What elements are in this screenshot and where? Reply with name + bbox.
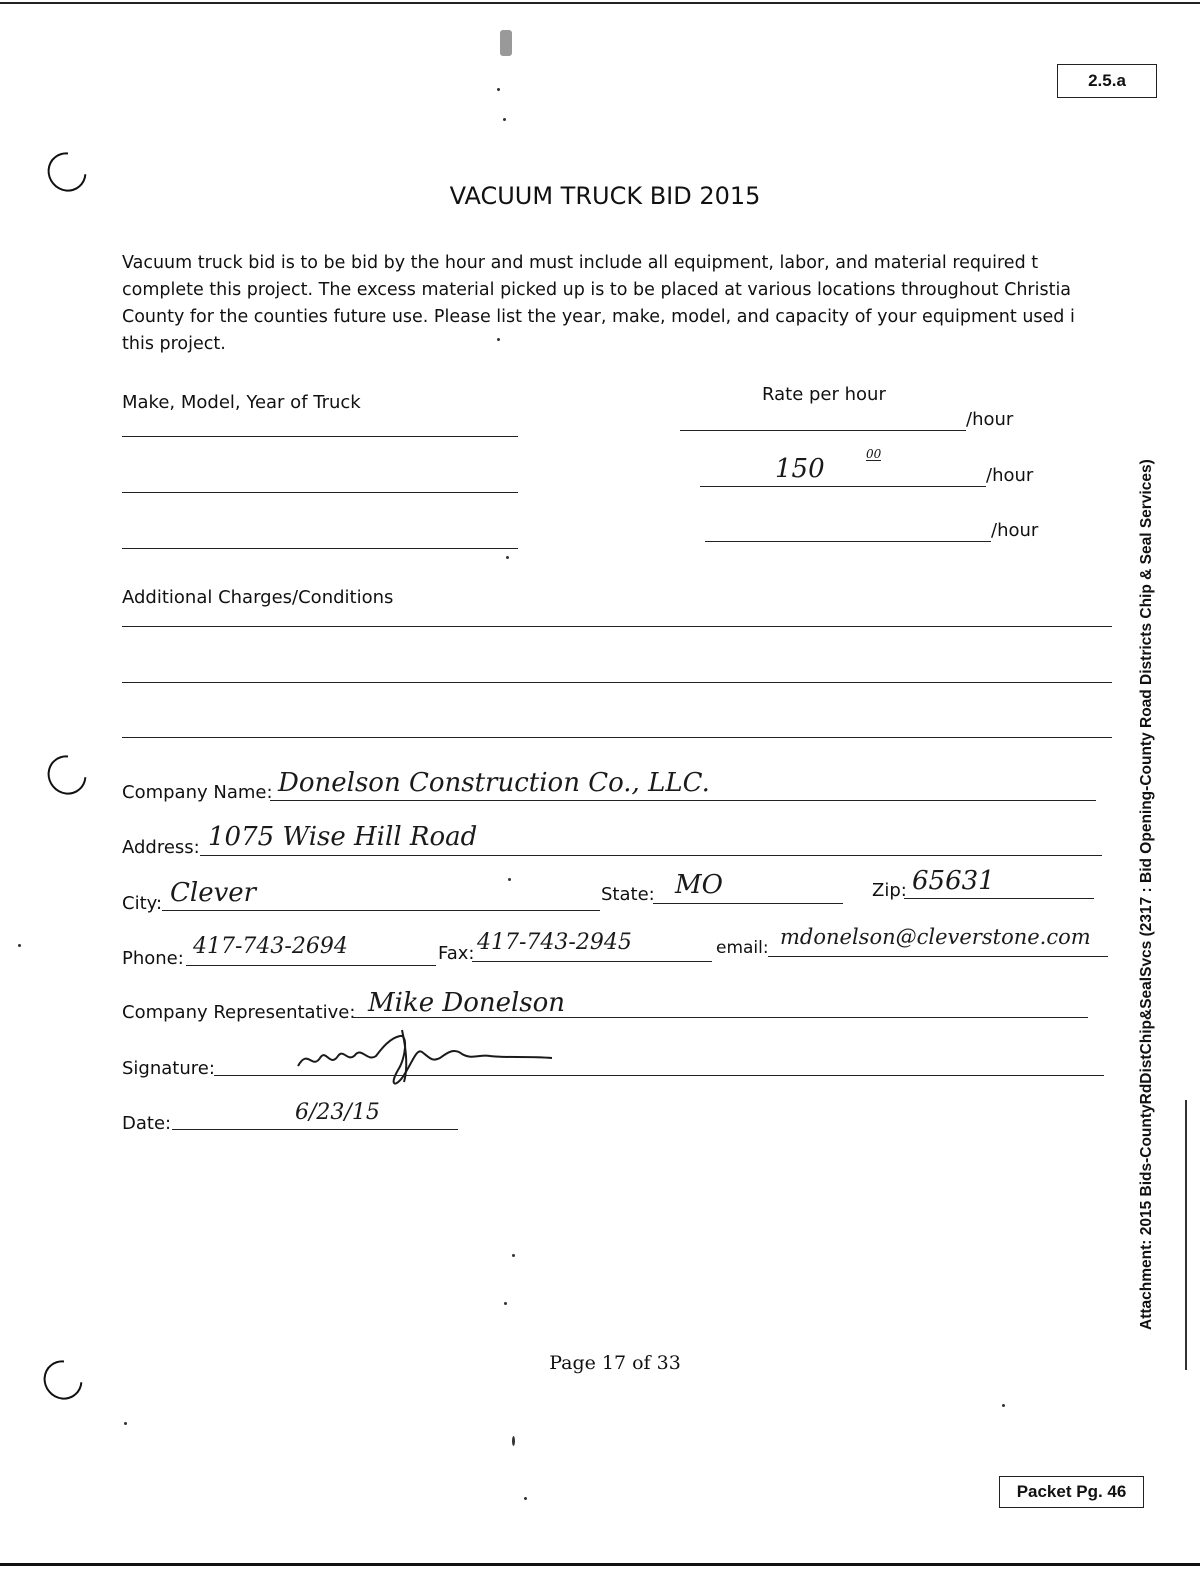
- top-border: [0, 2, 1200, 4]
- rate-line-1[interactable]: [680, 430, 966, 431]
- truck-line-1[interactable]: [122, 436, 518, 437]
- bottom-border: [0, 1563, 1200, 1566]
- representative-label: Company Representative:: [122, 1002, 356, 1023]
- page-number: Page 17 of 33: [549, 1352, 681, 1374]
- scan-mark: [500, 30, 512, 56]
- additional-line-2[interactable]: [122, 682, 1112, 683]
- state-value: MO: [675, 870, 723, 900]
- email-label: email:: [716, 938, 769, 958]
- scan-mark: [512, 1436, 515, 1446]
- scan-mark: [18, 944, 21, 947]
- make-model-label: Make, Model, Year of Truck: [122, 392, 361, 413]
- date-value: 6/23/15: [295, 1100, 380, 1125]
- additional-line-1[interactable]: [122, 626, 1112, 627]
- truck-line-2[interactable]: [122, 492, 518, 493]
- city-line[interactable]: [162, 910, 600, 911]
- scan-mark: [508, 878, 511, 881]
- hour-unit-3: /hour: [991, 520, 1039, 541]
- hour-unit-1: /hour: [966, 409, 1014, 430]
- zip-value: 65631: [912, 866, 995, 896]
- address-line[interactable]: [200, 855, 1102, 856]
- city-value: Clever: [170, 878, 257, 908]
- rate-superscript: 00: [866, 447, 882, 461]
- date-label: Date:: [122, 1113, 172, 1134]
- email-value: mdonelson@cleverstone.com: [780, 925, 1091, 949]
- phone-label: Phone:: [122, 948, 184, 969]
- hour-unit-2: /hour: [986, 465, 1034, 486]
- scan-mark: [497, 88, 500, 91]
- instructions-text: Vacuum truck bid is to be bid by the hour and must include all equipment, labor, and material required t complete this project. The excess material picked up is to be placed at various locations throughout Christia County for the counties future use. Please list the year, make, model, and capacity of your equipment used i this project.: [122, 253, 1075, 354]
- additional-charges-label: Additional Charges/Conditions: [122, 587, 394, 608]
- date-line[interactable]: [172, 1129, 458, 1130]
- form-title: VACUUM TRUCK BID 2015: [449, 182, 761, 210]
- email-line[interactable]: [768, 956, 1108, 957]
- fax-label: Fax:: [438, 943, 475, 964]
- scan-mark: [524, 1497, 527, 1500]
- attachment-ref-box: 2.5.a: [1057, 64, 1157, 98]
- signature-scribble: [290, 1018, 560, 1098]
- scan-mark: [512, 1254, 515, 1257]
- rate-value-2: 150: [775, 454, 825, 484]
- rate-line-3[interactable]: [705, 541, 991, 542]
- fax-line[interactable]: [472, 961, 712, 962]
- phone-value: 417-743-2694: [193, 934, 348, 959]
- scan-mark: [504, 1302, 507, 1305]
- zip-line[interactable]: [904, 898, 1094, 899]
- representative-value: Mike Donelson: [368, 988, 566, 1018]
- fax-value: 417-743-2945: [477, 930, 632, 955]
- scan-mark: [124, 1422, 127, 1425]
- rate-per-hour-label: Rate per hour: [762, 384, 886, 405]
- hole-punch-icon: [40, 747, 95, 802]
- state-label: State:: [601, 884, 655, 905]
- company-name-value: Donelson Construction Co., LLC.: [278, 768, 710, 798]
- scan-mark: [1002, 1404, 1005, 1407]
- zip-label: Zip:: [872, 880, 907, 901]
- scan-mark: [506, 556, 509, 559]
- company-name-label: Company Name:: [122, 782, 273, 803]
- scan-edge: [1185, 1100, 1187, 1370]
- signature-line[interactable]: [214, 1075, 1104, 1076]
- rate-line-2[interactable]: [700, 486, 986, 487]
- additional-line-3[interactable]: [122, 737, 1112, 738]
- scan-mark: [503, 118, 506, 121]
- city-label: City:: [122, 893, 163, 914]
- signature-label: Signature:: [122, 1058, 215, 1079]
- address-label: Address:: [122, 837, 200, 858]
- truck-line-3[interactable]: [122, 548, 518, 549]
- state-line[interactable]: [653, 903, 843, 904]
- attachment-side-note: Attachment: 2015 Bids-CountyRdDistChip&SealSvcs (2317 : Bid Opening-County Road Districts Chip & Seal Services): [1138, 459, 1155, 1330]
- address-value: 1075 Wise Hill Road: [208, 822, 478, 852]
- company-name-line[interactable]: [270, 800, 1096, 801]
- phone-line[interactable]: [186, 965, 436, 966]
- packet-page-box: Packet Pg. 46: [999, 1476, 1144, 1508]
